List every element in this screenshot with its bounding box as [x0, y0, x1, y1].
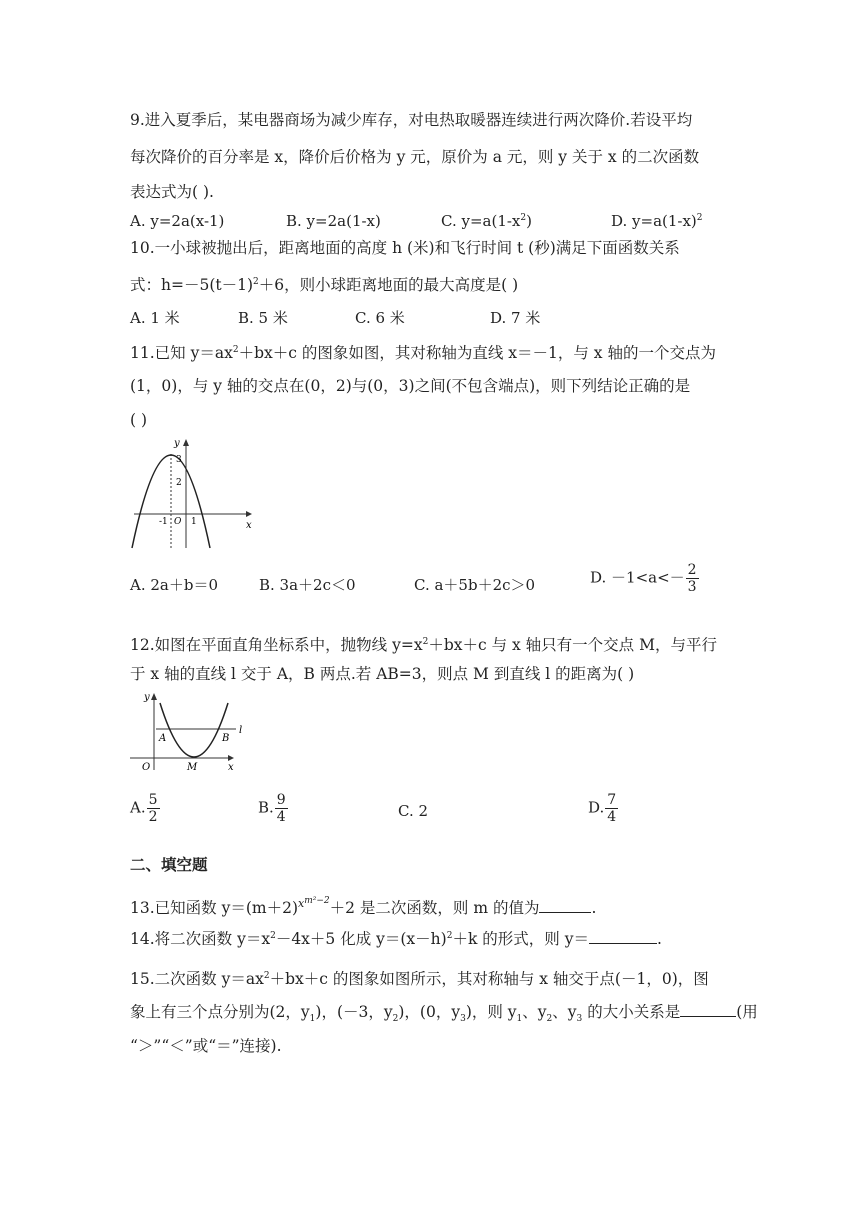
q12-point-b-label: B: [222, 733, 230, 744]
q12-line-1: 12.如图在平面直角坐标系中，抛物线 $y=x^2+bx+c$ 与 x 轴只有一个交点 M，与平行: [130, 636, 717, 655]
q12-x-label: x: [228, 762, 234, 773]
q11-tick-minus1: -1: [159, 517, 168, 527]
q12-option-d: D. $\frac{7}{4}$: [588, 792, 617, 825]
q11-x-axis-arrow: [246, 511, 252, 517]
q12-y-axis-arrow: [151, 693, 157, 700]
q15-line-1: 15.二次函数 $y=ax^2+bx+c$ 的图象如图所示，其对称轴与 x 轴交于点(－1，0)，图: [130, 970, 709, 989]
q12-point-a-label: A: [159, 733, 167, 744]
q11-tick-2: 2: [176, 478, 182, 488]
q13-line: 13.已知函数 $y=(m+2)^{xm^2-2}+2$ 是二次函数，则 m 的值为 .: [130, 896, 597, 918]
q11-line-2: (1，0)，与 y 轴的交点在(0，2)与(0，3)之间(不包含端点)，则下列结论正确的是: [130, 377, 691, 395]
q15-line-3: “＞”“＜”或“＝”连接).: [130, 1037, 282, 1055]
q9-option-d: D. $y=a(1-x)^2$: [611, 212, 703, 230]
q11-x-label: x: [246, 520, 252, 531]
q11-option-d-fraction: $\frac{2}{3}$: [687, 562, 697, 595]
section-fill-in-title: 二、填空题: [130, 856, 208, 874]
q9-option-c: C. $y=a(1-x^2)$: [441, 212, 532, 230]
q9-line-1: 9.进入夏季后，某电器商场为减少库存，对电热取暖器连续进行两次降价.若设平均: [130, 111, 693, 129]
q12-parabola-graph: [128, 688, 258, 774]
q12-y-label: y: [144, 692, 150, 703]
q12-option-c: C. 2: [398, 802, 429, 820]
q10-line-2: 式：$h=-5(t-1)^2+6$，则小球距离地面的最大高度是( ): [130, 276, 519, 295]
q15-line-2: 象上有三个点分别为(2，$y_1$)，(－3，$y_2$)，(0，$y_3$)，则 $y_1$、$y_2$、$y_3$ 的大小关系是 (用: [130, 1003, 758, 1025]
q11-origin-label: O: [174, 517, 182, 527]
q12-option-a: A. $\frac{5}{2}$: [130, 792, 158, 825]
q12-option-b: B. $\frac{9}{4}$: [258, 792, 286, 825]
q13-answer-blank[interactable]: [539, 898, 591, 913]
q13-x-base: x: [298, 897, 305, 911]
q11-tick-1: 1: [191, 517, 197, 527]
q9-option-b: B. y=2a(1-x): [286, 212, 381, 230]
q11-line-1: 11.已知 $y=ax^2+bx+c$ 的图象如图，其对称轴为直线 x＝－1，与 x 轴的一个交点为: [130, 344, 716, 363]
q12-l-label: l: [239, 725, 243, 736]
q10-option-b: B. 5 米: [238, 309, 288, 327]
q10-line-1: 10.一小球被抛出后，距离地面的高度 h (米)和飞行时间 t (秒)满足下面函数关系: [130, 239, 680, 257]
q11-parabola-graph: [128, 436, 258, 552]
q15-answer-blank[interactable]: [680, 1002, 736, 1017]
q12-option-a-fraction: $\frac{5}{2}$: [148, 792, 158, 825]
q11-line-3: ( ): [130, 411, 148, 429]
q12-option-d-fraction: $\frac{7}{4}$: [607, 792, 617, 825]
q14-answer-blank[interactable]: [589, 929, 657, 944]
q12-parabola-curve: [160, 703, 228, 757]
q12-origin-label: O: [142, 762, 151, 773]
q11-option-b: B. 3a＋2c＜0: [259, 576, 356, 594]
q12-option-b-fraction: $\frac{9}{4}$: [276, 792, 286, 825]
q11-option-c: C. a＋5b＋2c＞0: [414, 576, 536, 594]
q12-line-2: 于 x 轴的直线 l 交于 A，B 两点.若 AB=3，则点 M 到直线 l 的距离为( ): [130, 665, 635, 683]
q11-tick-3: 3: [176, 455, 182, 465]
q12-x-axis-arrow: [228, 755, 234, 761]
q12-point-m-label: M: [187, 762, 198, 773]
q11-y-axis-arrow: [183, 439, 189, 446]
q14-line: 14.将二次函数 $y=x^2-4x+5$ 化成 $y=(x-h)^2+k$ 的形式，则 y＝ .: [130, 930, 662, 949]
q13-exponent: m²−2: [304, 896, 330, 906]
q10-option-d: D. 7 米: [490, 309, 541, 327]
q11-y-label: y: [174, 438, 180, 449]
q10-option-a: A. 1 米: [130, 309, 180, 327]
q9-option-a: A. y=2a(x-1): [130, 212, 225, 230]
q11-option-a: A. 2a＋b＝0: [130, 576, 219, 594]
q9-line-3: 表达式为( ).: [130, 183, 214, 201]
q9-line-2: 每次降价的百分率是 x，降价后价格为 y 元，原价为 a 元，则 y 关于 x 的二次函数: [130, 148, 700, 166]
q11-option-d: D. －1<a<－ $\frac{2}{3}$: [590, 562, 697, 595]
q10-option-c: C. 6 米: [355, 309, 405, 327]
